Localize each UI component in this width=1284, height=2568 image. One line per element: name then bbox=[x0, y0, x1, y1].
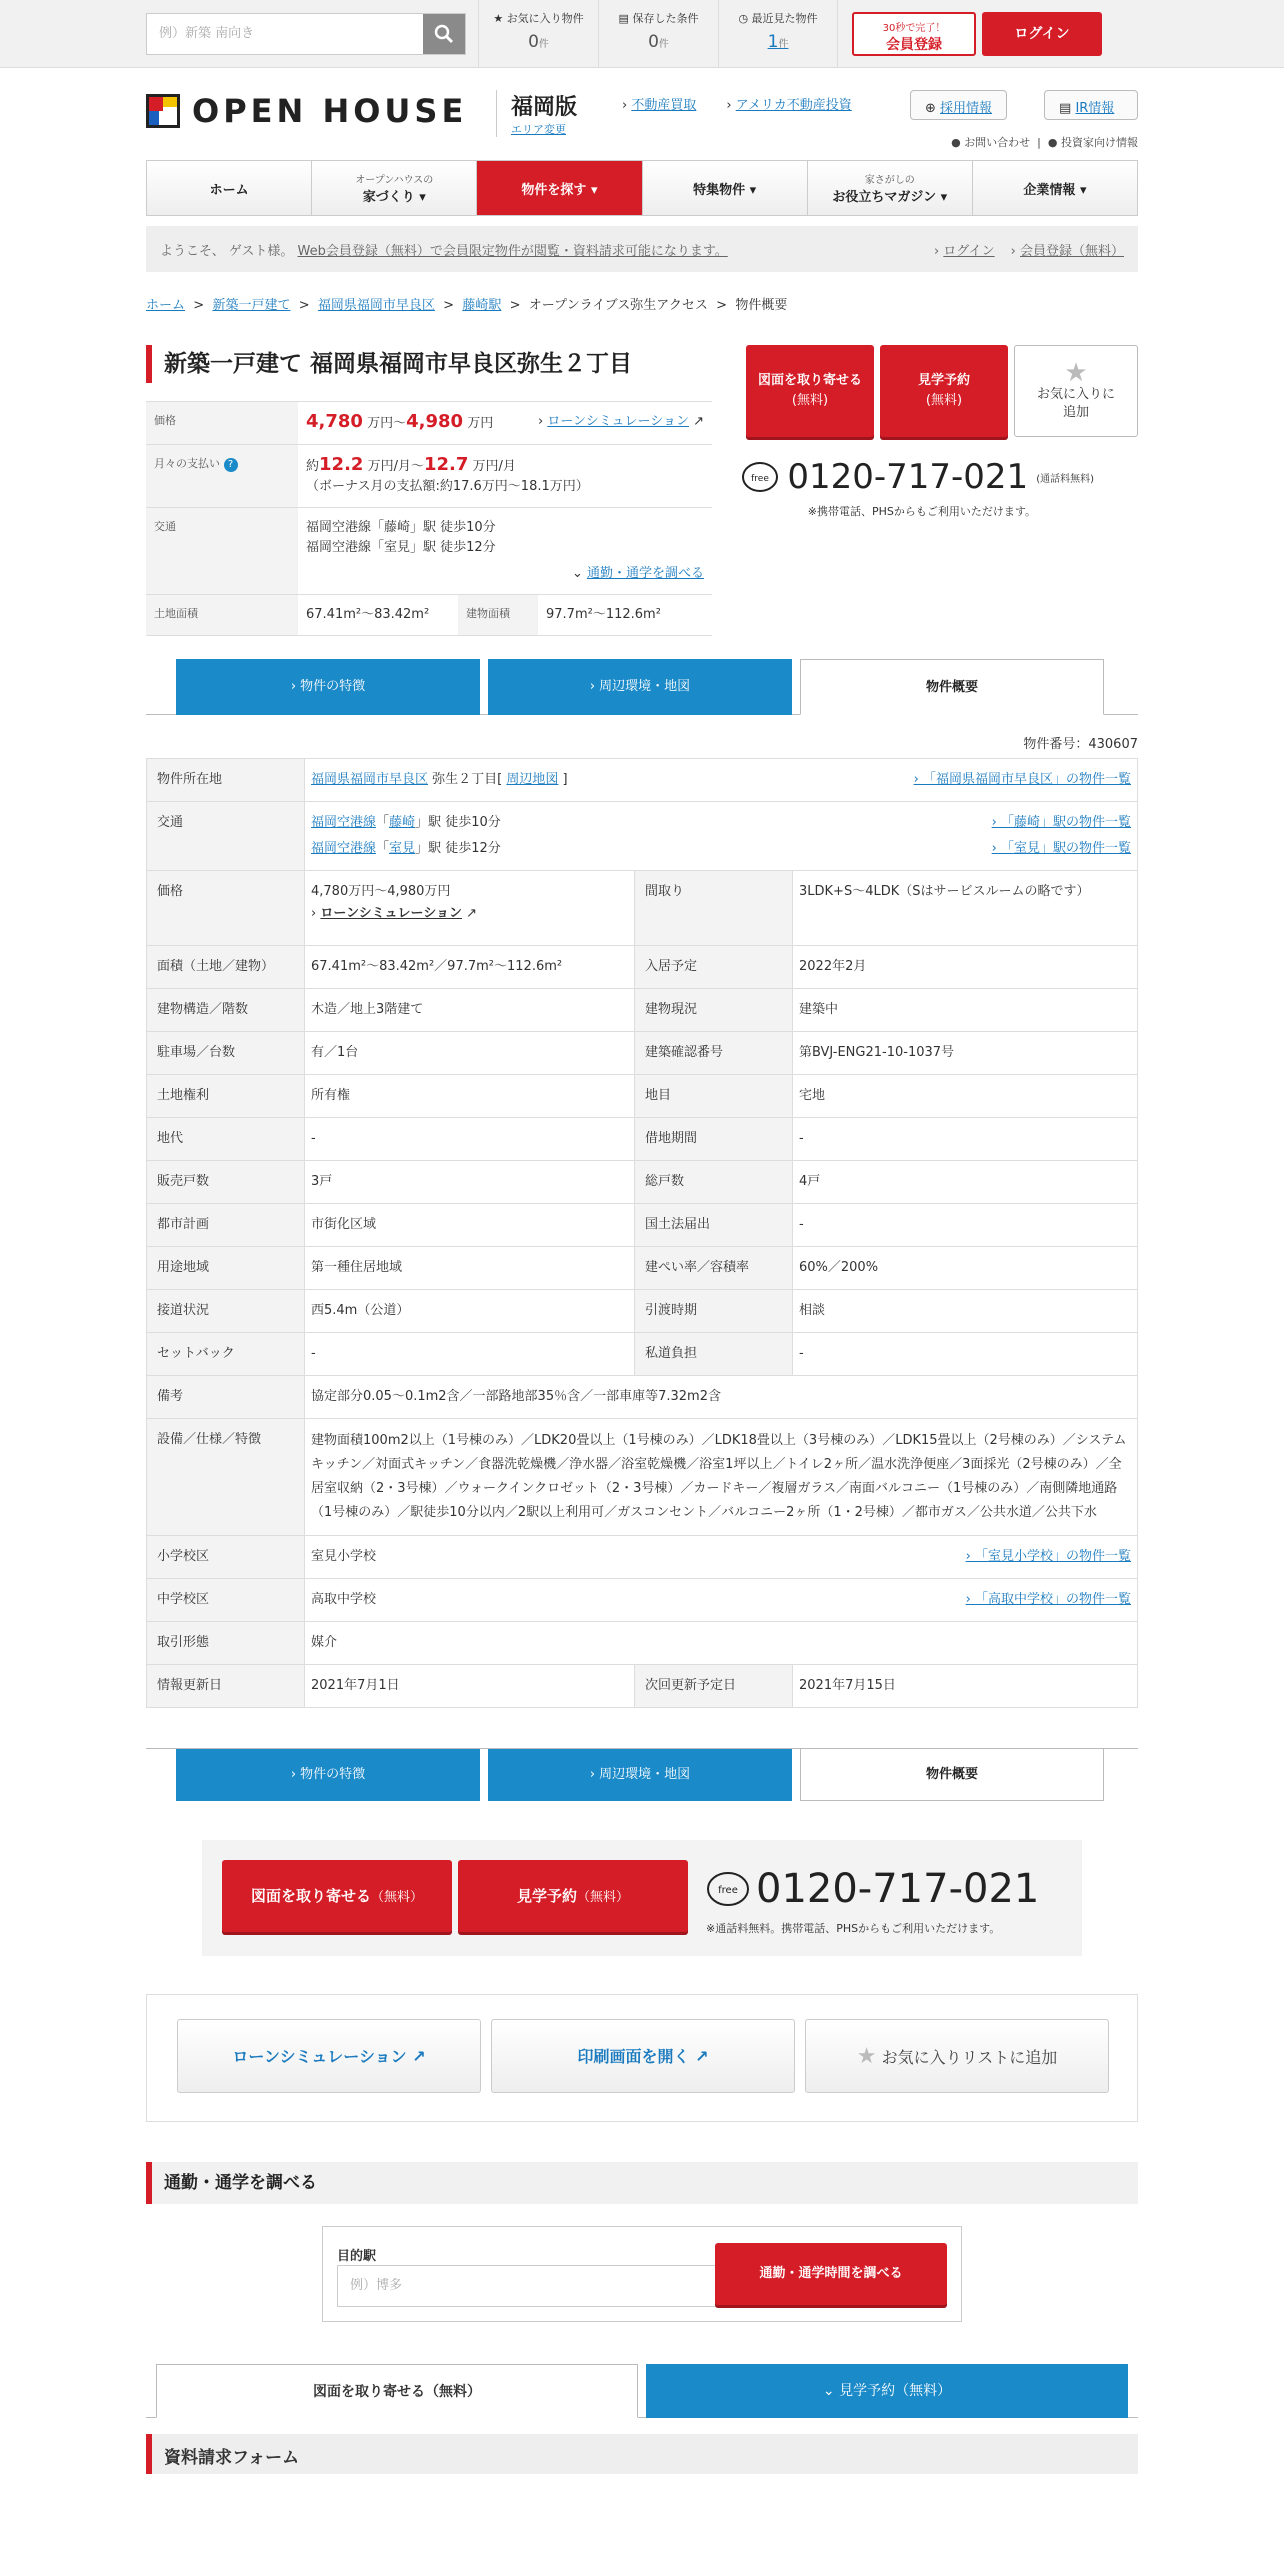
free-label: （無料） bbox=[577, 1890, 630, 1905]
table-row bbox=[147, 1075, 1138, 1118]
nav-search-label: 物件を探す bbox=[521, 182, 587, 198]
table-row bbox=[147, 1247, 1138, 1290]
recruit-label: 採用情報 bbox=[940, 101, 993, 116]
row-value: 西5.4m（公道） bbox=[305, 1290, 635, 1333]
nav-house-label: 家づくり bbox=[362, 190, 415, 205]
table-row bbox=[147, 1118, 1138, 1161]
caret-down-icon: ▾ bbox=[940, 190, 948, 205]
search-icon: ⊕ bbox=[925, 101, 936, 116]
crumb-property: オープンライブス弥生アクセス bbox=[528, 298, 708, 313]
tab-overview-lower[interactable] bbox=[800, 1749, 1104, 1801]
contact-phone bbox=[706, 1866, 1039, 1912]
tab-map-label: 周辺環境・地図 bbox=[599, 679, 691, 694]
edition bbox=[496, 90, 577, 137]
welcome-login-link[interactable]: › ログイン bbox=[933, 243, 995, 259]
tab-visit-reservation[interactable]: ⌄ 見学予約（無料） bbox=[646, 2364, 1128, 2418]
price-max: 4,980 bbox=[406, 411, 464, 432]
caret-down-icon: ▾ bbox=[419, 190, 426, 205]
svg-text:free: free bbox=[751, 474, 770, 484]
top-bar bbox=[0, 0, 1284, 68]
station-label: 目的駅 bbox=[337, 2249, 377, 2264]
nav-feature-label: 特集物件 bbox=[693, 182, 746, 198]
row-value: 67.41m²～83.42m²／97.7m²～112.6m² bbox=[305, 946, 635, 989]
member-register-link[interactable]: Web会員登録（無料）で会員限定物件が閲覧・資料請求可能になります。 bbox=[297, 243, 728, 259]
station2-list-label: 「室見」駅の物件一覧 bbox=[1000, 841, 1131, 856]
row-label: セットバック bbox=[147, 1333, 305, 1376]
table-row bbox=[147, 1333, 1138, 1376]
row-value: - bbox=[793, 1204, 1138, 1247]
breadcrumb: ホーム > 新築一戸建て > 福岡県福岡市早良区 > 藤崎駅 > オープンライブス弥生アクセス > 物件概要 bbox=[146, 298, 788, 313]
recent-count[interactable] bbox=[718, 0, 838, 68]
search-button[interactable] bbox=[423, 14, 465, 54]
station-input[interactable]: 例）博多 bbox=[337, 2265, 717, 2307]
request-drawing-label: 図面を取り寄せる bbox=[757, 373, 862, 388]
contact-phone-number: 0120-717-021 bbox=[756, 1866, 1040, 1912]
station2-walk: 駅 徒歩12分 bbox=[428, 841, 501, 856]
row-label: 入居予定 bbox=[635, 946, 793, 989]
saved-number: 0 bbox=[648, 32, 659, 52]
register-label: 会員登録 bbox=[886, 37, 942, 53]
layout-label: 間取り bbox=[635, 871, 793, 946]
next-update-value: 2021年7月15日 bbox=[793, 1665, 1138, 1708]
visit-label-2: 見学予約 bbox=[516, 1887, 577, 1905]
logo[interactable] bbox=[146, 92, 467, 130]
star-icon: ★ bbox=[856, 2044, 877, 2069]
external-link-icon: ↗ bbox=[695, 2047, 709, 2066]
document-icon: ▤ bbox=[1059, 101, 1072, 116]
junior-high-list-link[interactable]: › 「高取中学校」の物件一覧 bbox=[965, 1592, 1131, 1607]
caret-down-icon: ▾ bbox=[590, 182, 598, 198]
request-drawing-label-2: 図面を取り寄せる bbox=[250, 1887, 371, 1905]
equipment-label: 設備／仕様／特徴 bbox=[147, 1419, 305, 1536]
form-tabs bbox=[146, 2362, 1138, 2418]
row-label: 土地権利 bbox=[147, 1075, 305, 1118]
row-label: 借地期間 bbox=[635, 1118, 793, 1161]
free-label: (無料) bbox=[791, 393, 829, 408]
add-favorite-button[interactable] bbox=[1014, 345, 1138, 437]
loan-sim-label: ローンシミュレーション bbox=[547, 414, 689, 429]
row-value: 2022年2月 bbox=[793, 946, 1138, 989]
monthly-unit: 万円/月 bbox=[472, 459, 516, 474]
welcome-login-label: ログイン bbox=[943, 243, 995, 259]
contact-note: ※通話料無料。携帯電話、PHSからもご利用いただけます。 bbox=[706, 1922, 1001, 1935]
table-row bbox=[147, 989, 1138, 1032]
welcome-text: ようこそ、 ゲスト様。 bbox=[160, 243, 294, 259]
login-button[interactable]: ログイン bbox=[982, 12, 1102, 56]
tab-request-drawing[interactable]: 図面を取り寄せる（無料） bbox=[156, 2364, 638, 2418]
area-change-link[interactable]: エリア変更 bbox=[511, 123, 566, 136]
favorites-number: 0 bbox=[528, 32, 539, 52]
commute-heading: 通勤・通学を調べる bbox=[146, 2162, 1138, 2204]
search-box bbox=[146, 13, 466, 55]
deal-label: 取引形態 bbox=[147, 1622, 305, 1665]
row-label: 建物構造／階数 bbox=[147, 989, 305, 1032]
location-label: 物件所在地 bbox=[147, 759, 305, 802]
row-value: 木造／地上3階建て bbox=[305, 989, 635, 1032]
monthly-unit: 万円/月 bbox=[367, 459, 411, 474]
print-button[interactable] bbox=[491, 2019, 795, 2093]
price-min: 4,780 bbox=[306, 411, 363, 432]
lower-tabs bbox=[146, 1748, 1138, 1800]
welcome-register-label: 会員登録（無料） bbox=[1019, 243, 1124, 259]
junior-high-list-label: 「高取中学校」の物件一覧 bbox=[974, 1592, 1131, 1607]
monthly-prefix: 約 bbox=[306, 459, 320, 474]
loan-sim-label-2: ローンシミュレーション bbox=[320, 906, 462, 921]
add-favorite-list-label: お気に入りリストに追加 bbox=[881, 2048, 1058, 2067]
nav-company-label: 企業情報 bbox=[1023, 182, 1076, 198]
row-value: 4戸 bbox=[793, 1161, 1138, 1204]
investor-label: 投資家向け情報 bbox=[1061, 136, 1138, 149]
price-detail-value: 4,780万円～4,980万円 bbox=[311, 884, 451, 899]
page-title: 新築一戸建て 福岡県福岡市早良区弥生２丁目 bbox=[146, 345, 706, 383]
bonus-payment: （ボーナス月の支払額:約17.6万円～18.1万円） bbox=[306, 479, 589, 494]
commute-link[interactable]: ⌄ 通勤・通学を調べる bbox=[571, 566, 704, 581]
star-icon: ★ bbox=[493, 12, 504, 25]
detail-tabs bbox=[146, 659, 1138, 715]
monthly-label: 月々の支払い bbox=[154, 457, 220, 470]
row-label: 都市計画 bbox=[147, 1204, 305, 1247]
contact-link[interactable]: ● お問い合わせ bbox=[951, 136, 1031, 149]
request-drawing-button-2[interactable] bbox=[222, 1860, 452, 1932]
edition-name: 福岡版 bbox=[511, 95, 578, 120]
loan-sim-button-label: ローンシミュレーション bbox=[232, 2047, 407, 2066]
external-link-icon: ↗ bbox=[693, 414, 704, 429]
junior-high-value: 高取中学校 bbox=[311, 1592, 377, 1607]
monthly-min: 12.2 bbox=[319, 454, 364, 475]
price-unit: 万円 bbox=[367, 416, 394, 431]
commute-search-button[interactable]: 通勤・通学時間を調べる bbox=[715, 2243, 947, 2305]
search-icon bbox=[434, 24, 454, 44]
visit-reservation-button[interactable] bbox=[880, 345, 1008, 437]
tab-overview-label: 物件概要 bbox=[925, 1767, 978, 1782]
price-unit: 万円 bbox=[467, 416, 494, 431]
location-end: ] bbox=[562, 772, 568, 787]
note-label: 備考 bbox=[147, 1376, 305, 1419]
location-rest: 弥生２丁目[ bbox=[432, 772, 503, 787]
land-area: 67.41m²～83.42m² bbox=[306, 607, 430, 622]
loan-sim-link[interactable]: › ローンシミュレーション ↗ bbox=[537, 414, 704, 429]
nav-home-label: ホーム bbox=[209, 182, 249, 198]
help-icon[interactable]: ? bbox=[224, 458, 238, 472]
row-label: 私道負担 bbox=[635, 1333, 793, 1376]
traffic-2: 福岡空港線「室見」駅 徒歩12分 bbox=[306, 540, 496, 555]
header-sublinks: ● お問い合わせ | ● 投資家向け情報 bbox=[951, 136, 1138, 149]
external-link-icon: ↗ bbox=[466, 906, 478, 921]
register-button[interactable] bbox=[852, 12, 976, 56]
free-label: (無料) bbox=[925, 393, 963, 408]
row-value: 3戸 bbox=[305, 1161, 635, 1204]
add-favorite-label: お気に入りに追加 bbox=[1036, 387, 1115, 420]
row-label: 販売戸数 bbox=[147, 1161, 305, 1204]
location-list-link[interactable]: › 「福岡県福岡市早良区」の物件一覧 bbox=[913, 772, 1131, 787]
crumb-home[interactable]: ホーム bbox=[146, 298, 186, 313]
summary-price-label: 価格 bbox=[146, 402, 298, 444]
table-row bbox=[147, 946, 1138, 989]
building-area: 97.7m²～112.6m² bbox=[546, 607, 661, 622]
buyback-link[interactable]: › 不動産買取 bbox=[622, 98, 697, 113]
document-icon: ▤ bbox=[618, 12, 629, 25]
elementary-label: 小学校区 bbox=[147, 1536, 305, 1579]
layout-value: 3LDK+S～4LDK（Sはサービスルームの略です） bbox=[793, 871, 1138, 946]
row-value: - bbox=[793, 1118, 1138, 1161]
tab-feature-label: 物件の特徴 bbox=[300, 679, 366, 694]
location-list-label: 「福岡県福岡市早良区」の物件一覧 bbox=[922, 772, 1131, 787]
row-value: 市街化区域 bbox=[305, 1204, 635, 1247]
row-label: 建ぺい率／容積率 bbox=[635, 1247, 793, 1290]
note-value: 協定部分0.05～0.1m2含／一部路地部35％含／一部車庫等7.32m2含 bbox=[305, 1376, 1138, 1419]
buyback-label: 不動産買取 bbox=[631, 98, 697, 113]
summary-table: 価格 4,780 万円～4,980 万円 › ローンシミュレーション ↗ 月々の支払い ? 約12.2 万円/月～12.7 万円/月 （ボーナス月の支払額:約17.6万円～18.1万円） 交通 福岡空港線「藤崎」駅 徒歩10分 福岡空港線「室見」駅 徒歩12分 ⌄ 通勤・通学を調べる 土地面積 67.41m²～83.42m² 建物面積 97.7m²～112.6m² bbox=[146, 401, 712, 636]
nav-magazine[interactable] bbox=[808, 161, 973, 215]
visit-label: 見学予約 bbox=[917, 373, 970, 388]
nav-mag-sub: 家さがしの bbox=[864, 175, 915, 186]
saved-label: 保存した条件 bbox=[632, 12, 699, 25]
row-value: - bbox=[305, 1118, 635, 1161]
row-label: 地目 bbox=[635, 1075, 793, 1118]
saved-count[interactable] bbox=[598, 0, 718, 68]
tab-map-label: 周辺環境・地図 bbox=[599, 1767, 691, 1782]
elementary-list-label: 「室見小学校」の物件一覧 bbox=[974, 1549, 1131, 1564]
table-row bbox=[147, 1290, 1138, 1333]
global-nav bbox=[146, 160, 1138, 216]
site-header bbox=[146, 68, 1138, 158]
star-icon: ★ bbox=[1064, 358, 1088, 388]
location-area-link[interactable]: 福岡県福岡市早良区 bbox=[311, 772, 429, 787]
contact-box bbox=[202, 1840, 1082, 1956]
monthly-max: 12.7 bbox=[423, 454, 469, 475]
price-detail-label: 価格 bbox=[147, 871, 305, 946]
table-row bbox=[147, 1161, 1138, 1204]
print-button-label: 印刷画面を開く bbox=[577, 2047, 690, 2066]
tab-overview-label: 物件概要 bbox=[925, 680, 978, 695]
row-label: 建築確認番号 bbox=[635, 1032, 793, 1075]
form-title: 資料請求フォーム bbox=[146, 2434, 1138, 2474]
recruit-button[interactable] bbox=[910, 90, 1007, 120]
crumb-area[interactable]: 福岡県福岡市早良区 bbox=[317, 298, 435, 313]
tab-visit-label: 見学予約（無料） bbox=[839, 2383, 952, 2399]
location-map-link[interactable]: 周辺地図 bbox=[506, 772, 559, 787]
tab-map[interactable]: › 周辺環境・地図 bbox=[488, 659, 792, 715]
row-label: 総戸数 bbox=[635, 1161, 793, 1204]
welcome-bar bbox=[146, 226, 1138, 272]
row-value: 第BVJ-ENG21-10-1037号 bbox=[793, 1032, 1138, 1075]
tools-box bbox=[146, 1994, 1138, 2122]
svg-text:free: free bbox=[718, 1885, 738, 1896]
row-value: - bbox=[305, 1333, 635, 1376]
tab-overview[interactable] bbox=[800, 659, 1104, 715]
caret-down-icon: ▾ bbox=[1079, 182, 1087, 198]
add-favorite-list-button[interactable] bbox=[805, 2019, 1109, 2093]
building-label: 建物面積 bbox=[458, 595, 538, 635]
row-value: 建築中 bbox=[793, 989, 1138, 1032]
nav-company[interactable] bbox=[973, 161, 1137, 215]
ir-button[interactable] bbox=[1044, 90, 1138, 120]
recent-number: 1 bbox=[767, 32, 779, 52]
equipment-value: 建物面積100m2以上（1号棟のみ）／LDK20畳以上（1号棟のみ）／LDK18畳以上（3号棟のみ）／LDK15畳以上（2号棟のみ）／システムキッチン／対面式キッチン／食器洗乾燥機／浄水器／浴室乾燥機／浴室1坪以上／トイレ2ヶ所／温水洗浄便座／3面採光（2号棟のみ）／全居室収納（2・3号棟）／ウォークインクロゼット（2・3号棟）／カードキー／複層ガラス／南面バルコニー（1号棟のみ）／南側隣地通路（1号棟のみ）／駅徒歩10分以内／2駅以上利用可／ガスコンセント／バルコニー2ヶ所（1・2号棟）／都市ガス／公共水道／公共下水 bbox=[305, 1419, 1138, 1536]
investor-link[interactable]: ● 投資家向け情報 bbox=[1047, 136, 1138, 149]
traffic-detail-label: 交通 bbox=[147, 802, 305, 871]
detail-table: 物件所在地 › 「福岡県福岡市早良区」の物件一覧 福岡県福岡市早良区 弥生２丁目[ 周辺地図 ] 交通 › 「藤崎」駅の物件一覧 福岡空港線「藤崎」駅 徒歩10分 › 「室見」駅の物件一覧 福岡空港線「室見」駅 徒歩12分 価格 4,780万円～4,980万円 › ローンシミュレーション ↗ 間取り 3LDK+S～4LDK（Sはサービスルームの略です） 面積（土地／建物） 67.41m²～83.42m²／97.7m²～112.6m² 入居予定 2022年2月 建物構造／階数 木造／地上3階建て 建物現況 建築中 駐車場／台数 有／1台 建築確認番号 第BVJ-ENG21-10-1037号 土地権利 所有権 地目 宅地 地代 - 借地期間 - 販売戸数 3戸 総戸数 4戸 都市計画 市街化区域 国土法届出 - 用途地域 第一種住居地域 建ぺい率／容積率 60%／200% 接道状況 西5.4m（公道） 引渡時期 相談 セットバック - 私道負担 - 備考 協定部分0.05～0.1m2含／一部路地部35％含／一部車庫等7.32m2含 設備／仕様／特徴 建物面積100m2以上（1号棟のみ）／LDK20畳以上（1号棟のみ）／LDK18畳以上（3号棟のみ）／LDK15畳以上（2号棟のみ）／システムキッチン／対面式キッチン／食器洗乾燥機／浄水器／浴室乾燥機／浴室1坪以上／トイレ2ヶ所／温水洗浄便座／3面採光（2号棟のみ）／全居室収納（2・3号棟）／ウォークインクロゼット（2・3号棟）／カードキー／複層ガラス／南面バルコニー（1号棟のみ）／南側隣地通路（1号棟のみ）／駅徒歩10分以内／2駅以上利用可／ガスコンセント／バルコニー2ヶ所（1・2号棟）／都市ガス／公共水道／公共下水 小学校区 › 「室見小学校」の物件一覧 室見小学校 中学校区 › 「高取中学校」の物件一覧 高取中学校 取引形態 媒介 情報更新日 2021年7月1日 次回更新予定日 2021年7月15日 bbox=[146, 758, 1138, 1708]
row-label: 接道状況 bbox=[147, 1290, 305, 1333]
ir-label: IR情報 bbox=[1075, 101, 1115, 116]
count-unit: 件 bbox=[538, 39, 549, 50]
freecall-icon bbox=[706, 1871, 750, 1907]
logo-mark-icon bbox=[146, 94, 180, 128]
nav-house[interactable] bbox=[312, 161, 477, 215]
favorites-label: お気に入り物件 bbox=[506, 12, 584, 25]
row-label: 地代 bbox=[147, 1118, 305, 1161]
external-link-icon: ↗ bbox=[412, 2047, 426, 2066]
row-value: 所有権 bbox=[305, 1075, 635, 1118]
phone-sub-note: ※携帯電話、PHSからもご利用いただけます。 bbox=[807, 505, 1036, 518]
station2-list-link[interactable]: › 「室見」駅の物件一覧 bbox=[991, 841, 1131, 856]
loan-sim-button[interactable] bbox=[177, 2019, 481, 2093]
row-value: 第一種住居地域 bbox=[305, 1247, 635, 1290]
count-unit: 件 bbox=[658, 39, 669, 50]
deal-value: 媒介 bbox=[305, 1622, 1138, 1665]
station1-link[interactable]: 藤崎 bbox=[389, 815, 416, 830]
search-input[interactable]: 例）新築 南向き bbox=[159, 26, 255, 41]
nav-house-sub: オープンハウスの bbox=[355, 175, 434, 186]
row-value: 相談 bbox=[793, 1290, 1138, 1333]
loan-sim-link-2[interactable]: › ローンシミュレーション ↗ bbox=[311, 906, 478, 921]
free-label: （無料） bbox=[371, 1890, 424, 1905]
station1-walk: 駅 徒歩10分 bbox=[428, 815, 501, 830]
visit-reservation-button-2[interactable] bbox=[458, 1860, 688, 1932]
elementary-value: 室見小学校 bbox=[311, 1549, 377, 1564]
row-value: - bbox=[793, 1333, 1138, 1376]
nav-feature[interactable] bbox=[643, 161, 808, 215]
tab-map-lower[interactable]: › 周辺環境・地図 bbox=[488, 1749, 792, 1801]
row-value: 有／1台 bbox=[305, 1032, 635, 1075]
traffic-label: 交通 bbox=[146, 508, 298, 594]
nav-search[interactable] bbox=[477, 161, 642, 215]
tab-feature-label: 物件の特徴 bbox=[300, 1767, 366, 1782]
recent-label: 最近見た物件 bbox=[751, 12, 818, 25]
row-label: 建物現況 bbox=[635, 989, 793, 1032]
freecall-icon bbox=[741, 461, 779, 493]
property-number: 物件番号：430607 bbox=[1023, 737, 1138, 752]
phone-number: 0120-717-021 bbox=[787, 457, 1029, 497]
traffic-1: 福岡空港線「藤崎」駅 徒歩10分 bbox=[306, 520, 496, 535]
caret-down-icon: ▾ bbox=[749, 182, 757, 198]
next-update-label: 次回更新予定日 bbox=[635, 1665, 793, 1708]
row-label: 駐車場／台数 bbox=[147, 1032, 305, 1075]
phone bbox=[741, 457, 1094, 497]
update-label: 情報更新日 bbox=[147, 1665, 305, 1708]
row-value: 宅地 bbox=[793, 1075, 1138, 1118]
row-label: 引渡時期 bbox=[635, 1290, 793, 1333]
land-label: 土地面積 bbox=[146, 595, 298, 635]
line1-link[interactable]: 福岡空港線 bbox=[311, 815, 377, 830]
contact-label: お問い合わせ bbox=[964, 136, 1031, 149]
crumb-current: 物件概要 bbox=[735, 298, 788, 313]
row-value: 60%／200% bbox=[793, 1247, 1138, 1290]
row-label: 用途地域 bbox=[147, 1247, 305, 1290]
commute-link-label: 通勤・通学を調べる bbox=[586, 566, 704, 581]
station1-list-label: 「藤崎」駅の物件一覧 bbox=[1000, 815, 1131, 830]
row-label: 国土法届出 bbox=[635, 1204, 793, 1247]
junior-high-label: 中学校区 bbox=[147, 1579, 305, 1622]
clock-icon: ◷ bbox=[738, 12, 749, 25]
us-invest-link[interactable]: › アメリカ不動産投資 bbox=[726, 98, 852, 113]
tab-feature[interactable]: › 物件の特徴 bbox=[176, 659, 480, 715]
table-row bbox=[147, 1204, 1138, 1247]
phone-note: (通話料無料) bbox=[1036, 473, 1094, 485]
station1-list-link[interactable]: › 「藤崎」駅の物件一覧 bbox=[991, 815, 1131, 830]
line2-link[interactable]: 福岡空港線 bbox=[311, 841, 377, 856]
update-value: 2021年7月1日 bbox=[305, 1665, 635, 1708]
row-label: 面積（土地／建物） bbox=[147, 946, 305, 989]
favorites-count[interactable] bbox=[478, 0, 598, 68]
nav-home[interactable] bbox=[147, 161, 312, 215]
register-top: 30秒で完了！ bbox=[882, 23, 946, 34]
us-invest-label: アメリカ不動産投資 bbox=[735, 98, 852, 113]
crumb-new[interactable]: 新築一戸建て bbox=[212, 298, 291, 313]
commute-box bbox=[322, 2226, 962, 2322]
table-row bbox=[147, 1032, 1138, 1075]
welcome-register-link[interactable]: › 会員登録（無料） bbox=[1010, 243, 1124, 259]
request-drawing-button[interactable] bbox=[746, 345, 874, 437]
count-unit: 件 bbox=[778, 39, 789, 50]
logo-text: OPEN HOUSE bbox=[192, 92, 468, 130]
nav-mag-label: お役立ちマガジン bbox=[832, 190, 937, 205]
station2-link[interactable]: 室見 bbox=[389, 841, 416, 856]
elementary-list-link[interactable]: › 「室見小学校」の物件一覧 bbox=[965, 1549, 1131, 1564]
crumb-station[interactable]: 藤崎駅 bbox=[462, 298, 502, 313]
tab-feature-lower[interactable]: › 物件の特徴 bbox=[176, 1749, 480, 1801]
